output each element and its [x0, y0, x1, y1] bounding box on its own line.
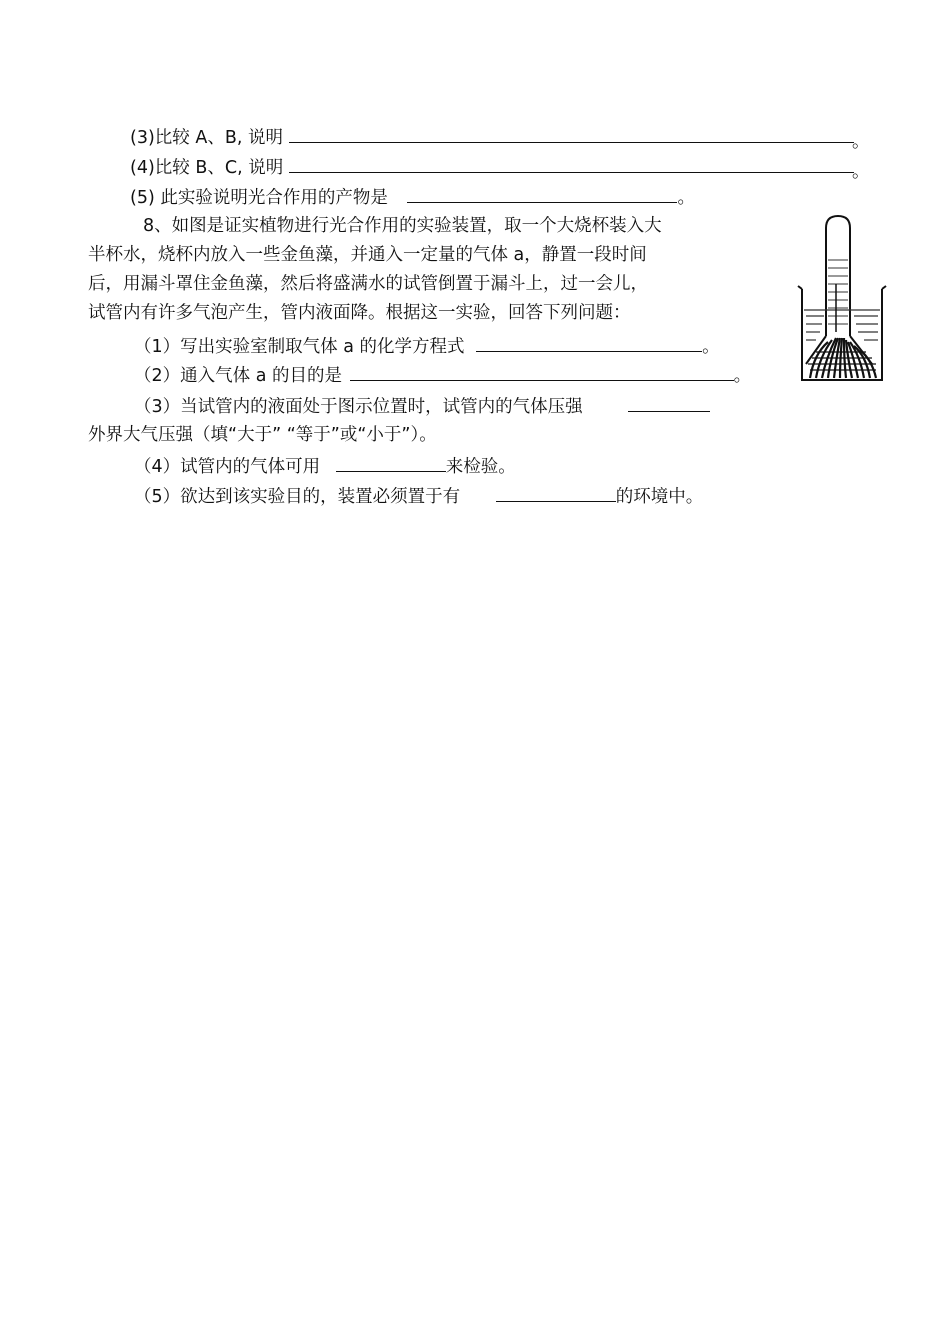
q8-sub4 [134, 453, 516, 477]
q7-sub4-answer-blank[interactable] [289, 154, 854, 173]
q8-sub3-continuation: 外界大气压强（填“大于” “等于”或“小于”）。 [88, 425, 437, 445]
q8-sub5-answer-blank[interactable] [496, 483, 616, 502]
q8-sub3-answer-blank[interactable] [628, 393, 710, 412]
q8-stem-line-2: 半杯水，烧杯内放入一些金鱼藻，并通入一定量的气体 a，静置一段时间 [88, 245, 647, 265]
q8-sub1 [134, 333, 720, 357]
q7-sub4-end: 。 [852, 162, 870, 182]
q8-sub1-number: （1） [134, 337, 181, 357]
q8-sub5-number: （5） [134, 487, 181, 507]
q8-sub1-text: 写出实验室制取气体 a 的化学方程式 [180, 337, 465, 357]
q8-sub1-end: 。 [702, 337, 720, 357]
q7-sub5-number: (5) [130, 188, 155, 208]
q8-sub4-answer-blank[interactable] [336, 453, 446, 472]
q8-sub4-text: 试管内的气体可用 [180, 457, 321, 477]
q8-sub1-answer-blank[interactable] [476, 333, 702, 352]
q8-sub2-end: 。 [733, 366, 752, 386]
apparatus-figure-icon [796, 214, 888, 386]
q7-sub5 [130, 184, 695, 208]
q8-sub2 [134, 362, 751, 386]
q8-sub3-number: （3） [134, 397, 181, 417]
q7-sub3-end: 。 [852, 132, 870, 152]
q7-sub5-end: 。 [677, 188, 695, 208]
q7-sub5-text: 此实验说明光合作用的产物是 [160, 188, 388, 208]
q7-sub5-answer-blank[interactable] [407, 184, 677, 203]
q7-sub4 [130, 154, 854, 178]
q8-sub5 [134, 483, 703, 507]
q7-sub4-text: 比较 B、C, 说明 [154, 158, 284, 178]
q7-sub3-answer-blank[interactable] [289, 124, 854, 143]
q7-sub3-text: 比较 A、B, 说明 [154, 128, 283, 148]
q8-sub4-after: 来检验。 [445, 457, 516, 477]
q8-sub4-number: （4） [134, 457, 181, 477]
q8-sub5-text: 欲达到该实验目的，装置必须置于有 [180, 487, 461, 507]
q8-stem-line-3: 后，用漏斗罩住金鱼藻，然后将盛满水的试管倒置于漏斗上，过一会儿， [88, 274, 648, 294]
q8-sub2-number: （2） [134, 366, 181, 386]
q8-sub2-answer-blank[interactable] [350, 362, 734, 381]
q8-stem-line-4: 试管内有许多气泡产生，管内液面降。根据这一实验，回答下列问题： [88, 303, 631, 323]
q8-sub2-text: 通入气体 a 的目的是 [180, 366, 342, 386]
q8-sub5-after: 的环境中。 [615, 487, 704, 507]
q8-sub3 [134, 393, 710, 417]
q7-sub4-number: (4) [130, 158, 155, 178]
q7-sub3 [130, 124, 854, 148]
q7-sub3-number: (3) [130, 128, 155, 148]
q8-stem-line-1: 8、如图是证实植物进行光合作用的实验装置，取一个大烧杯装入大 [143, 216, 662, 236]
q8-sub3-text: 当试管内的液面处于图示位置时，试管内的气体压强 [180, 397, 583, 417]
beaker-outline [802, 289, 882, 380]
